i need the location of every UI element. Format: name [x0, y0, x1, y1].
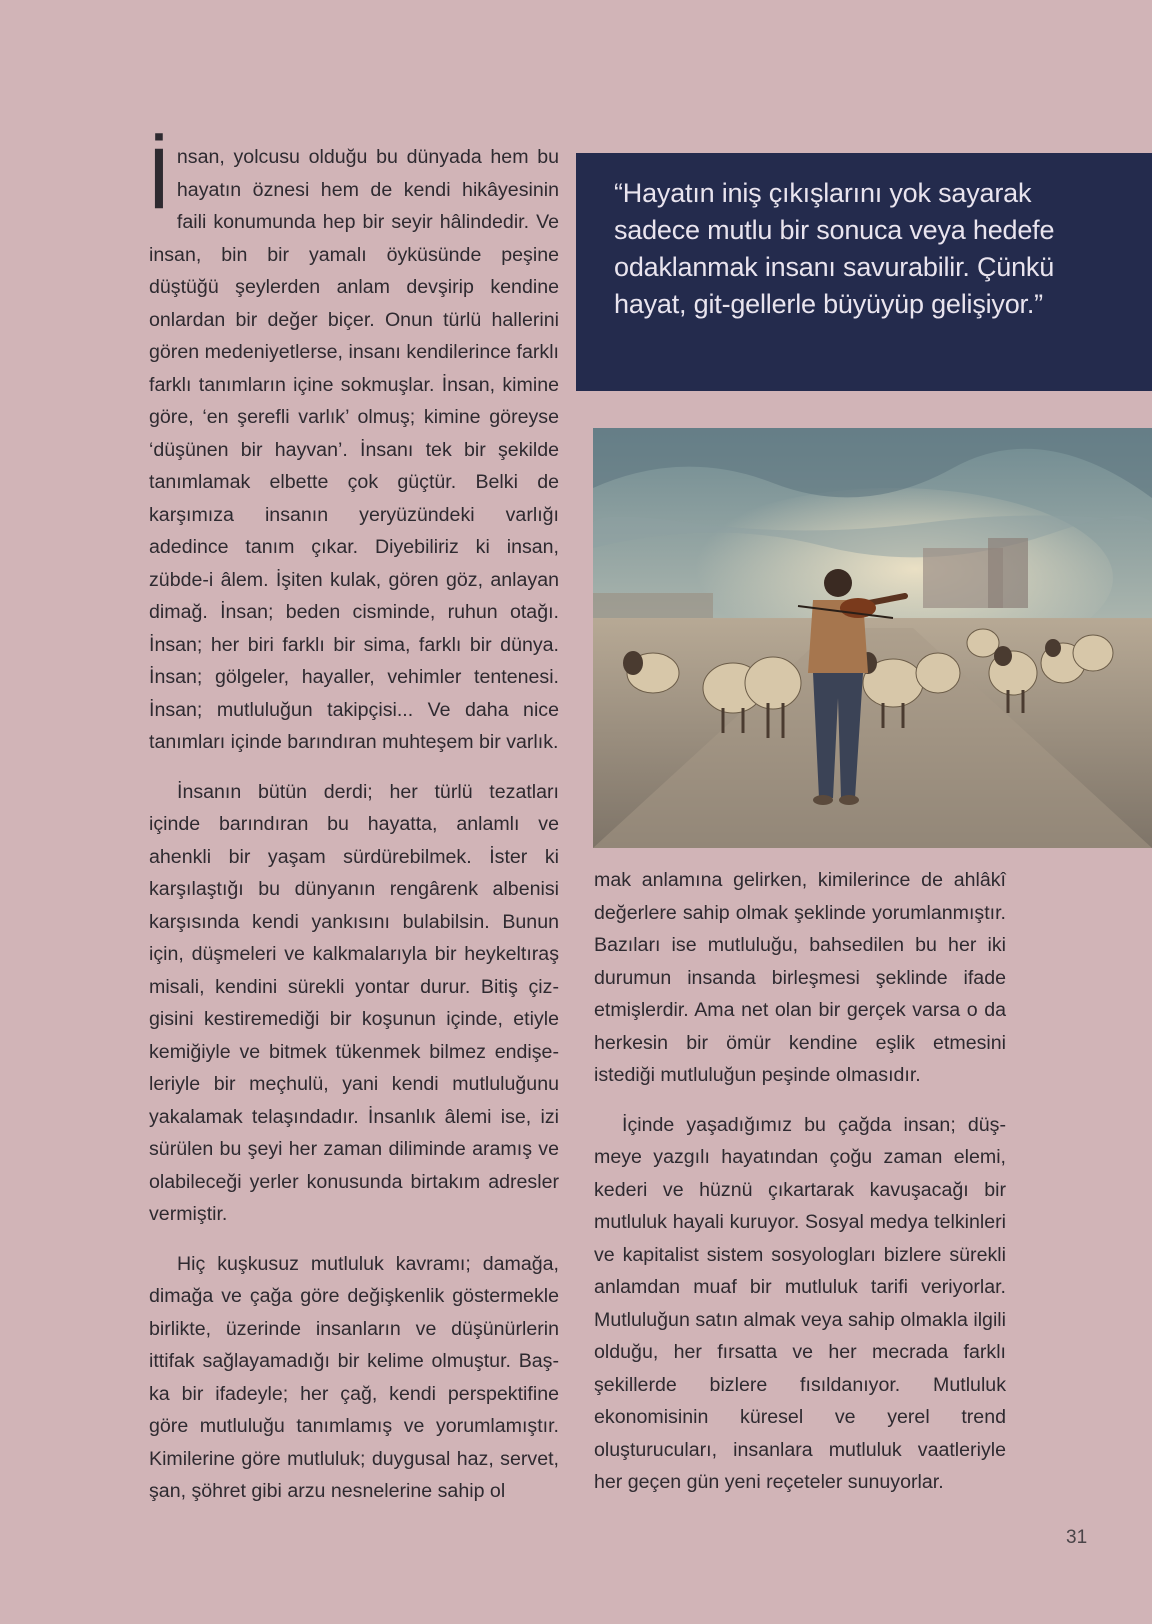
paragraph: İnsanın bütün derdi; her türlü tezatları içinde barındıran bu hayatta, anlamlı ve ahenkli bir yaşam sürdürebilmek. İster ki karşılaştığı bu dünyanın rengârenk albenisi karşısında kendi yankısını bulabilsin. Bunun için, düşmeleri ve kalkmalarıyla bir heykeltıraş misali, kendini sürekli yontar durur. Bitiş çizgisini kestiremediği bir koşunun içinde, etiyle kemiğiyle ve bitmek tükenmek bilmez endişeleriyle bir meçhulü, yani kendi mutluluğunu yakalamak telaşındadır. İnsanlık âlemi ise, izi sürülen bu şeyi her zaman diliminde aramış ve olabileceği yerler konusunda birtakım adresler vermiştir.: [149, 780, 559, 1225]
paragraph: [147, 131, 559, 759]
violin-boy-sheep-illustration: [593, 428, 1152, 848]
pull-quote-text: “Hayatın iniş çıkışlarını yok sayarak sadece mutlu bir sonuca veya hedefe odaklanmak insanı savurabilir. Çünkü hayat, git-gellerle büyüyüp gelişiyor.”: [614, 178, 1055, 319]
paragraph: mak anlamına gelirken, kimilerince de ahlâkî değerlere sahip olmak şeklinde yorumlanmıştır. Bazıları ise mutluluğu, bahsedilen bu her iki durumun insanda birleşmesi şeklinde ifade etmişlerdir. Ama net olan bir gerçek varsa o da herkesin bir ömür kendine eşlik etmesini istediği mutluluğun peşinde olmasıdır.: [594, 869, 1006, 1086]
paragraph-text: nsan, yolcusu olduğu bu dünyada hem bu hayatın öznesi hem de kendi hikâyesinin faili konumunda hep bir seyir hâlindedir. Ve insan, bin bir yamalı öyküsünde peşine düştüğü şeylerden anlam devşirip kendine onlardan bir değer biçer. Onun türlü hallerini gören medeniyetlerse, insanı kendilerince farklı farklı tanımların içine sokmuşlar. İnsan, kimine göre, ‘en şerefli varlık’ olmuş; kimine göreyse ‘düşünen bir hayvan’. İnsanı tek bir şekilde tanımlamak elbette çok güçtür. Belki de karşımıza insanın yeryüzündeki varlığı adedince tanım çıkar. Diyebiliriz ki insan, zübde-i âlem. İşiten kulak, gören göz, anlayan dimağ. İnsan; beden cisminde, ruhun otağı. İnsan; her biri farklı bir sima, farklı bir dünya. İnsan; gölgeler, hayaller, vehimler tentenesi. İnsan; mutluluğun takipçisi... Ve daha nice tanımları içinde barındıran muhteşem bir varlık.: [149, 146, 559, 753]
article-photo: [593, 428, 1152, 848]
pull-quote-box: [576, 153, 1152, 391]
drop-cap: İ: [147, 131, 171, 227]
paragraph: İçinde yaşadığımız bu çağda insan; düşmeye yazgılı hayatından çoğu zaman elemi, kederi ve hüznü çıkartarak kavuşacağı bir mutluluk hayali kuruyor. Sosyal medya telkinleri ve kapitalist sistem sosyologları bizlere sürekli anlamdan muaf bir mutluluk tarifi veriyorlar. Mutluluğun satın almak veya sahip olmakla ilgili olduğu, her fırsatta ve her mecrada farklı şekillerde bizlere fısıldanıyor. Mutluluk ekonomisinin küresel ve yerel trend oluşturucuları, insanlara mutluluk vaatleriyle her geçen gün yeni reçeteler sunuyorlar.: [594, 1113, 1006, 1493]
page-number: 31: [1066, 1527, 1088, 1548]
article-left-column: [147, 131, 559, 1508]
paragraph: Hiç kuşkusuz mutluluk kavramı; damağa, dimağa ve çağa göre değişkenlik göstermekle birlikte, üzerinde insanların ve düşünürlerin ittifak sağlayamadığı bir kelime olmuştur. Başka bir ifadeyle; her çağ, kendi perspektifine göre mutluluğu tanımlamış ve yorumlamıştır. Kimilerine göre mutluluk; duygusal haz, servet, şan, şöhret gibi arzu nesnelerine sahip ol: [149, 1252, 559, 1502]
article-right-column: [594, 864, 1006, 1499]
